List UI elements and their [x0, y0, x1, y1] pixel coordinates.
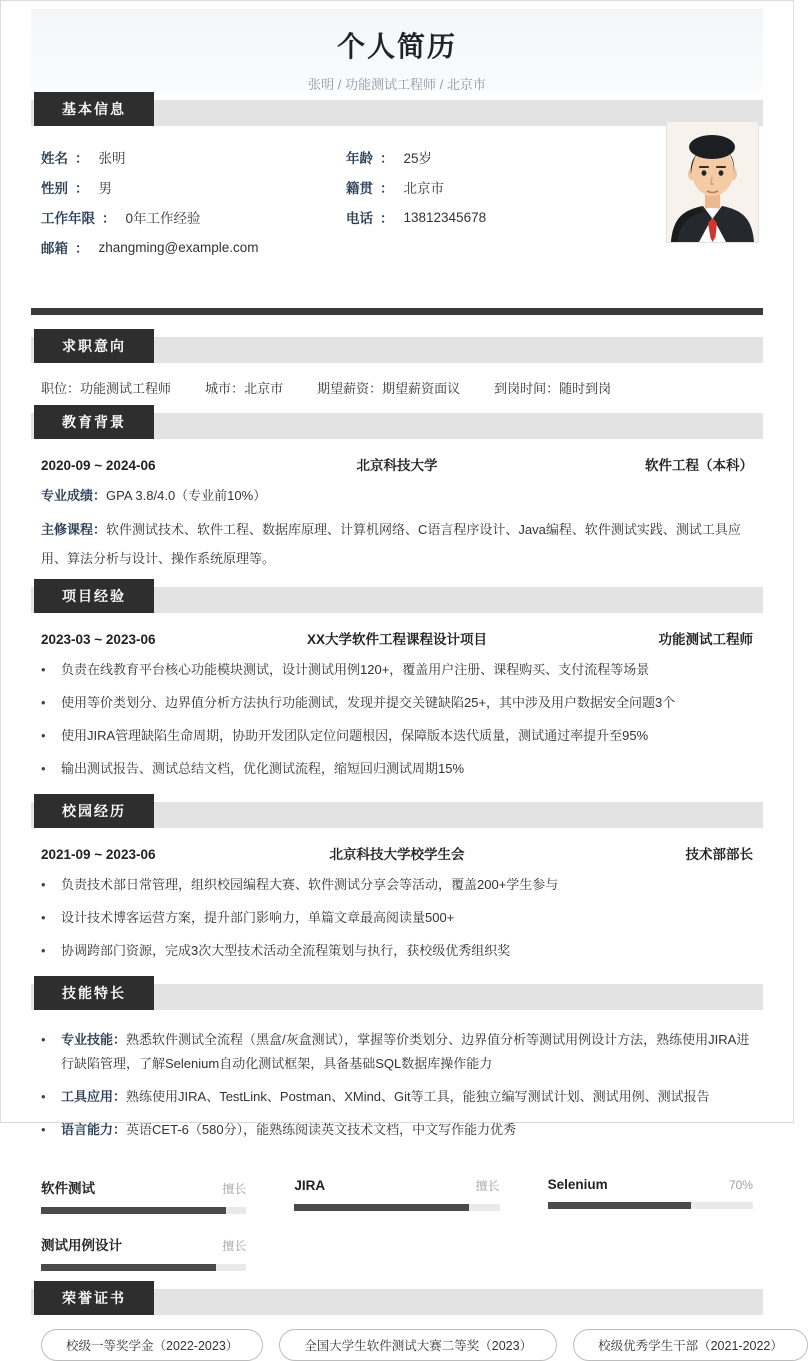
intent-city: 城市 ： 北京市 — [205, 378, 283, 397]
education-period: 2020-09 ~ 2024-06 — [41, 458, 156, 473]
info-label: 年龄 — [346, 151, 373, 166]
basic-info-body — [31, 126, 763, 296]
gpa-label: 专业成绩 ： — [41, 488, 106, 503]
skill-bar-track — [548, 1202, 753, 1209]
section-title-honors: 荣誉证书 — [34, 1281, 154, 1315]
education-school: 北京科技大学 — [356, 458, 438, 473]
info-row-experience-years: 工作年限 ： 0年工作经验 — [41, 202, 346, 232]
page-title: 个人简历 — [336, 31, 457, 62]
section-skills — [31, 984, 763, 1010]
section-title-intention: 求职意向 — [34, 329, 154, 363]
intent-availability: 到岗时间 ： 随时到岗 — [494, 378, 611, 397]
list-item: • 语言能力 ： 英语CET-6（580分），能熟练阅读英文技术文档，中文写作能力优秀 — [41, 1118, 753, 1142]
page-subtitle: 张明 / 功能测试工程师 / 北京市 — [308, 77, 486, 92]
courses-value: 软件测试技术、软件工程、数据库原理、计算机网络、C语言程序设计、Java编程、软件测试实践、测试工具应用、算法分析与设计、操作系统原理等。 — [41, 522, 741, 566]
skill-bar-test-case-design: 测试用例设计 擅长 — [41, 1234, 246, 1271]
education-header-row — [31, 439, 763, 474]
campus-role: 技术部部长 — [685, 847, 753, 862]
basic-info-columns — [41, 142, 671, 262]
skill-bar-jira: JIRA 擅长 — [294, 1177, 499, 1214]
list-item: • 输出测试报告、测试总结文档，优化测试流程，缩短回归测试周期15% — [41, 761, 465, 776]
list-item: • 设计技术博客运营方案，提升部门影响力，单篇文章最高阅读量500+ — [41, 910, 455, 925]
section-title-skills: 技能特长 — [34, 976, 154, 1010]
section-basic-info — [31, 100, 763, 126]
info-label: 姓名 — [41, 151, 68, 166]
honor-badge: 校级一等奖学金（2022-2023） — [41, 1329, 263, 1361]
list-item: • 协调跨部门资源，完成3次大型技术活动全流程策划与执行，获校级优秀组织奖 — [41, 943, 511, 958]
list-item: • 负责技术部日常管理，组织校园编程大赛、软件测试分享会等活动，覆盖200+学生参与 — [41, 877, 559, 892]
info-row-hometown: 籍贯 ： 北京市 — [346, 172, 671, 202]
skill-bar-track — [294, 1204, 499, 1211]
info-label: 工作年限 — [41, 211, 95, 226]
info-label: 电话 — [346, 211, 373, 226]
list-item: • 专业技能 ： 熟悉软件测试全流程（黑盒/灰盒测试），掌握等价类划分、边界值分析等测试用例设计方法，熟练使用JIRA进行缺陷管理，了解Selenium自动化测试框架，具备基础SQL数据库操作能力 — [41, 1028, 753, 1076]
intent-position: 职位 ： 功能测试工程师 — [41, 378, 171, 397]
profile-photo — [666, 121, 759, 243]
profile-photo-illustration — [667, 122, 758, 242]
info-row-gender: 性别 ： 男 — [41, 172, 346, 202]
list-item: • 使用等价类划分、边界值分析方法执行功能测试，发现并提交关键缺陷25+，其中涉及用户数据安全问题3个 — [41, 695, 676, 710]
section-title-campus: 校园经历 — [34, 794, 154, 828]
courses-label: 主修课程 ： — [41, 522, 106, 537]
info-label: 邮箱 — [41, 241, 68, 256]
basic-info-right-column — [346, 142, 671, 262]
list-item: • 使用JIRA管理缺陷生命周期，协助开发团队定位问题根因，保障版本迭代质量，测试通过率提升至95% — [41, 728, 649, 743]
section-title-project: 项目经验 — [34, 579, 154, 613]
skill-bar-selenium: Selenium 70% — [548, 1177, 753, 1214]
info-row-phone: 电话 ： 13812345678 — [346, 202, 671, 232]
education-gpa-line — [31, 474, 763, 507]
skill-bar-fill — [548, 1202, 692, 1209]
info-row-name: 姓名 ： 张明 — [41, 142, 346, 172]
skill-bar-track — [41, 1264, 246, 1271]
project-name: XX大学软件工程课程设计项目 — [306, 632, 487, 647]
info-value: 北京市 — [403, 181, 444, 196]
info-value: zhangming@example.com — [98, 239, 259, 255]
skill-bar-fill — [41, 1207, 226, 1214]
skill-bars-grid — [31, 1169, 763, 1271]
campus-org: 北京科技大学校学生会 — [329, 847, 465, 862]
education-courses-line — [31, 507, 763, 587]
honor-badge: 校级优秀学生干部（2021-2022） — [573, 1329, 808, 1361]
info-value: 13812345678 — [403, 209, 487, 225]
section-project-experience — [31, 587, 763, 613]
section-job-intention — [31, 337, 763, 363]
skill-bar-software-testing: 软件测试 擅长 — [41, 1177, 246, 1214]
education-degree: 软件工程（本科） — [645, 458, 753, 473]
info-label: 性别 — [41, 181, 68, 196]
intent-salary: 期望薪资 ： 期望薪资面议 — [317, 378, 460, 397]
info-row-email: 邮箱 ： zhangming@example.com — [41, 232, 346, 262]
resume-header — [31, 9, 763, 91]
campus-bullets — [31, 867, 763, 984]
list-item: • 工具应用 ： 熟练使用JIRA、TestLink、Postman、XMind、Git等工具，能独立编写测试计划、测试用例、测试报告 — [41, 1085, 753, 1109]
section-divider-bar — [31, 308, 763, 315]
project-role: 功能测试工程师 — [658, 632, 753, 647]
section-title-education: 教育背景 — [34, 405, 154, 439]
list-item: • 负责在线教育平台核心功能模块测试，设计测试用例120+，覆盖用户注册、课程购买、支付流程等场景 — [41, 662, 650, 677]
info-row-age: 年龄 ： 25岁 — [346, 142, 671, 172]
section-title-basic: 基本信息 — [34, 92, 154, 126]
campus-period: 2021-09 ~ 2023-06 — [41, 847, 156, 862]
info-value: 25岁 — [403, 151, 433, 166]
info-value: 男 — [98, 181, 112, 196]
basic-info-left-column — [41, 142, 346, 262]
info-value: 0年工作经验 — [125, 211, 201, 226]
project-header-row — [31, 613, 763, 648]
section-honors — [31, 1289, 763, 1315]
skill-bar-track — [41, 1207, 246, 1214]
info-label: 籍贯 — [346, 181, 373, 196]
info-value: 张明 — [98, 151, 126, 166]
skill-bar-fill — [294, 1204, 469, 1211]
skill-bar-fill — [41, 1264, 216, 1271]
section-education — [31, 413, 763, 439]
skills-bullets — [31, 1014, 763, 1163]
gpa-value: GPA 3.8/4.0（专业前10%） — [106, 488, 267, 503]
honor-badges — [31, 1315, 783, 1361]
section-campus-experience — [31, 802, 763, 828]
project-bullets — [31, 652, 763, 802]
project-period: 2023-03 ~ 2023-06 — [41, 632, 156, 647]
honor-badge: 全国大学生软件测试大赛二等奖（2023） — [279, 1329, 557, 1361]
campus-header-row — [31, 828, 763, 863]
